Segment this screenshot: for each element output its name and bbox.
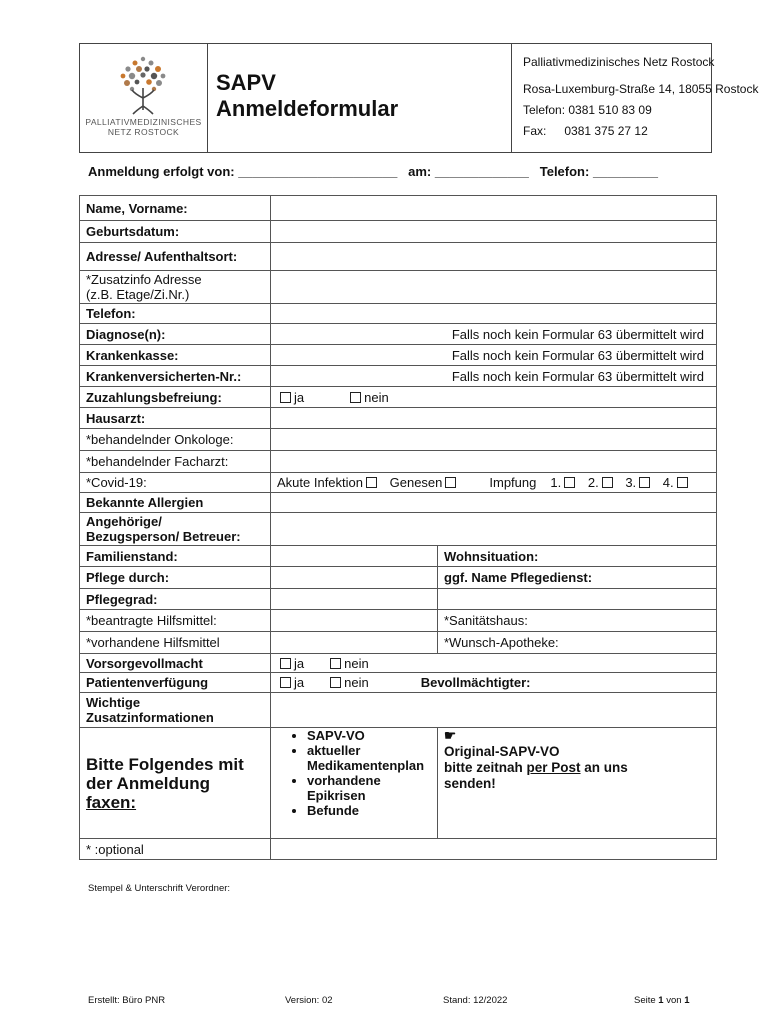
- table-row: [80, 673, 717, 693]
- table-row: [80, 324, 717, 345]
- aids-existing-field[interactable]: [271, 632, 438, 654]
- care-level-extra[interactable]: [438, 589, 717, 610]
- fax-instructions-cell: [80, 728, 271, 839]
- post-text-part1: bitte zeitnah: [444, 760, 527, 775]
- fax-item-findings: • Befunde: [307, 803, 437, 818]
- covid-options: [271, 473, 717, 493]
- recovered-label: Genesen: [389, 475, 443, 490]
- registered-by-field[interactable]: ______________________: [238, 164, 398, 179]
- footer-version: Version: 02: [285, 995, 333, 1006]
- pharmacy-label[interactable]: *Wunsch-Apotheke:: [438, 632, 717, 654]
- aids-requested-field[interactable]: [271, 610, 438, 632]
- aids-requested-label: *beantragte Hilfsmittel:: [80, 610, 271, 632]
- copay-no-label: nein: [364, 389, 389, 405]
- living-will-yes-checkbox[interactable]: [280, 677, 291, 688]
- recovered-checkbox[interactable]: [445, 477, 456, 488]
- registration-phone-field[interactable]: _________: [592, 164, 659, 179]
- dob-label: Geburtsdatum:: [80, 221, 271, 243]
- post-instructions-cell: [438, 728, 717, 839]
- fax-number: 0381 375 27 12: [564, 124, 648, 138]
- dob-field[interactable]: [271, 221, 717, 243]
- aids-existing-label: *vorhandene Hilfsmittel: [80, 632, 271, 654]
- table-row: [80, 567, 717, 589]
- poa-no-checkbox[interactable]: [330, 658, 341, 669]
- power-of-attorney-label: Vorsorgevollmacht: [80, 654, 271, 673]
- table-row: [80, 408, 717, 429]
- post-text-by-post: per Post: [526, 760, 581, 775]
- fax-label: Fax:: [523, 124, 547, 138]
- org-address: Rosa-Luxemburg-Straße 14, 18055 Rostock: [523, 82, 759, 96]
- vaccination-label: Impfung: [489, 475, 537, 490]
- extra-address-label-line1: *Zusatzinfo Adresse: [86, 272, 202, 287]
- table-row: [80, 345, 717, 366]
- address-field[interactable]: [271, 243, 717, 271]
- covid-label: *Covid-19:: [80, 473, 271, 493]
- dose3-checkbox[interactable]: [639, 477, 650, 488]
- phone-label: Telefon:: [80, 304, 271, 324]
- authorized-person-label: Bevollmächtigter:: [420, 675, 531, 690]
- specialist-label: *behandelnder Facharzt:: [80, 451, 271, 473]
- title-cell: [207, 44, 512, 152]
- logo-text-line1: PALLIATIVMEDIZINISCHES: [85, 117, 202, 127]
- prescriber-stamp-signature-label: Stempel & Unterschrift Verordner:: [88, 883, 231, 894]
- name-label: Name, Vorname:: [80, 196, 271, 221]
- care-service-label[interactable]: ggf. Name Pflegedienst:: [438, 567, 717, 589]
- pointing-hand-icon: ☛: [444, 728, 457, 743]
- insurance-label: Krankenkasse:: [80, 345, 271, 366]
- fax-document-list: [277, 728, 437, 818]
- table-row: [80, 632, 717, 654]
- post-instructions-line1: Original-SAPV-VO: [444, 744, 560, 759]
- form-header: [79, 43, 759, 153]
- tree-logo-icon: [113, 54, 173, 116]
- relatives-label-line1: Angehörige/: [86, 514, 162, 529]
- living-will-no-checkbox[interactable]: [330, 677, 341, 688]
- page-total: 1: [684, 995, 690, 1006]
- poa-no-label: nein: [344, 655, 369, 671]
- dose4-label: 4.: [662, 475, 674, 490]
- allergies-field[interactable]: [271, 493, 717, 513]
- living-situation-label[interactable]: Wohnsituation:: [438, 546, 717, 567]
- living-will-no-label: nein: [344, 675, 369, 690]
- dose2-label: 2.: [587, 475, 599, 490]
- care-level-field[interactable]: [271, 589, 438, 610]
- extra-address-label: [80, 271, 271, 304]
- important-info-label: [80, 693, 271, 728]
- table-row: [80, 387, 717, 408]
- fax-item-epicrises: • vorhandene Epikrisen: [307, 773, 437, 803]
- dose1-label: 1.: [550, 475, 562, 490]
- copay-no-checkbox[interactable]: [350, 392, 361, 403]
- care-by-label: Pflege durch:: [80, 567, 271, 589]
- oncologist-field[interactable]: [271, 429, 717, 451]
- registration-line: [88, 164, 658, 179]
- optional-legend: * :optional: [80, 839, 271, 860]
- allergies-label: Bekannte Allergien: [80, 493, 271, 513]
- table-row: [80, 196, 717, 221]
- dose2-checkbox[interactable]: [602, 477, 613, 488]
- patient-form-table: [79, 195, 717, 860]
- table-row: [80, 728, 717, 839]
- copay-yes-checkbox[interactable]: [280, 392, 291, 403]
- relatives-label: [80, 513, 271, 546]
- footer-date: Stand: 12/2022: [443, 995, 508, 1006]
- table-row: [80, 366, 717, 387]
- table-row: [80, 839, 717, 860]
- fax-item-sapv-vo: • SAPV-VO: [307, 728, 437, 743]
- marital-status-label: Familienstand:: [80, 546, 271, 567]
- fax-heading-line1: Bitte Folgendes mit: [86, 754, 244, 774]
- poa-yes-label: ja: [294, 655, 305, 671]
- name-field[interactable]: [271, 196, 717, 221]
- table-row: [80, 221, 717, 243]
- copay-exemption-label: Zuzahlungsbefreiung:: [80, 387, 271, 408]
- post-instructions-line2: [444, 760, 716, 776]
- fax-heading-line3: faxen:: [86, 792, 137, 812]
- important-info-label-line2: Zusatzinformationen: [86, 710, 214, 725]
- copay-exemption-options: [271, 387, 717, 408]
- living-will-label: Patientenverfügung: [80, 673, 271, 693]
- page-current: 1: [658, 995, 664, 1006]
- form-title: [216, 70, 398, 122]
- extra-address-label-line2: (z.B. Etage/Zi.Nr.): [86, 287, 190, 302]
- registered-by-label: Anmeldung erfolgt von:: [88, 164, 235, 179]
- table-row: [80, 243, 717, 271]
- acute-infection-label: Akute Infektion: [277, 475, 363, 490]
- acute-infection-checkbox[interactable]: [366, 477, 377, 488]
- insurance-number-field[interactable]: Falls noch kein Formular 63 übermittelt wird: [271, 366, 717, 387]
- post-text-part3: an uns: [580, 760, 628, 775]
- table-row: [80, 271, 717, 304]
- relatives-label-line2: Bezugsperson/ Betreuer:: [86, 529, 241, 544]
- address-label: Adresse/ Aufenthaltsort:: [80, 243, 271, 271]
- footer-created: Erstellt: Büro PNR: [88, 995, 166, 1006]
- phone-field[interactable]: [271, 304, 717, 324]
- care-level-label: Pflegegrad:: [80, 589, 271, 610]
- logo-cell: [80, 44, 208, 152]
- table-row: [80, 546, 717, 567]
- insurance-field[interactable]: Falls noch kein Formular 63 übermittelt wird: [271, 345, 717, 366]
- registration-phone-label: Telefon:: [539, 164, 590, 179]
- table-row: [80, 589, 717, 610]
- marital-status-field[interactable]: [271, 546, 438, 567]
- dose1-checkbox[interactable]: [564, 477, 575, 488]
- registration-date-field[interactable]: _____________: [434, 164, 529, 179]
- diagnosis-field[interactable]: Falls noch kein Formular 63 übermittelt wird: [271, 324, 717, 345]
- org-phone: Telefon: 0381 510 83 09: [523, 103, 652, 117]
- table-row: [80, 473, 717, 493]
- title-line1: SAPV: [216, 70, 276, 95]
- table-row: [80, 693, 717, 728]
- table-row: [80, 429, 717, 451]
- contact-cell: [511, 44, 759, 152]
- important-info-field[interactable]: [271, 693, 717, 728]
- dose3-label: 3.: [625, 475, 637, 490]
- important-info-label-line1: Wichtige: [86, 695, 141, 710]
- table-row: [80, 451, 717, 473]
- table-row: [80, 493, 717, 513]
- table-row: [80, 304, 717, 324]
- medical-store-label[interactable]: *Sanitätshaus:: [438, 610, 717, 632]
- page-separator: von: [663, 995, 685, 1006]
- org-name: Palliativmedizinisches Netz Rostock: [523, 55, 715, 69]
- gp-field[interactable]: [271, 408, 717, 429]
- care-by-field[interactable]: [271, 567, 438, 589]
- fax-item-medication-plan: • aktueller Medikamentenplan: [307, 743, 437, 773]
- org-fax: [523, 124, 648, 138]
- footer-page-number: [634, 995, 690, 1006]
- title-line2: Anmeldeformular: [216, 96, 399, 121]
- table-row: [80, 610, 717, 632]
- extra-address-field[interactable]: [271, 271, 717, 304]
- optional-legend-blank: [271, 839, 717, 860]
- dose4-checkbox[interactable]: [677, 477, 688, 488]
- registration-date-label: am:: [408, 164, 432, 179]
- poa-yes-checkbox[interactable]: [280, 658, 291, 669]
- oncologist-label: *behandelnder Onkologe:: [80, 429, 271, 451]
- relatives-field[interactable]: [271, 513, 717, 546]
- power-of-attorney-options: [271, 654, 717, 673]
- fax-document-list-cell: [271, 728, 438, 839]
- copay-yes-label: ja: [294, 389, 305, 405]
- table-row: [80, 513, 717, 546]
- living-will-yes-label: ja: [294, 675, 305, 690]
- insurance-number-label: Krankenversicherten-Nr.:: [80, 366, 271, 387]
- post-instructions-line3: senden!: [444, 776, 496, 791]
- diagnosis-label: Diagnose(n):: [80, 324, 271, 345]
- logo-text-line2: NETZ ROSTOCK: [107, 127, 180, 137]
- living-will-options: [271, 673, 717, 693]
- gp-label: Hausarzt:: [80, 408, 271, 429]
- fax-heading-line2: der Anmeldung: [86, 773, 211, 793]
- page-prefix: Seite: [634, 995, 659, 1006]
- table-row: [80, 654, 717, 673]
- specialist-field[interactable]: [271, 451, 717, 473]
